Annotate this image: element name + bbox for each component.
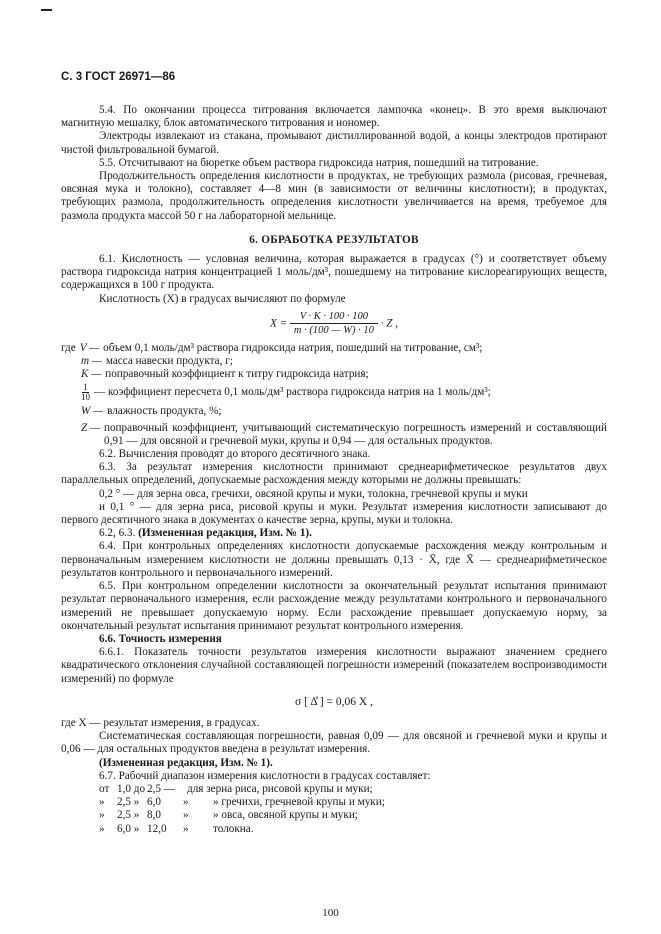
paragraph-5-4-b: Электроды извлекают из стакана, промывают дистиллированной водой, а концы электродов протирают чистой фильтровальной бумагой. [61, 130, 607, 156]
symbol-m: m — [81, 355, 102, 368]
paragraph-6-7: 6.7. Рабочий диапазон измерения кислотности в градусах составляет: [99, 769, 431, 782]
page-number: 100 [322, 907, 339, 919]
range-table [99, 783, 607, 836]
range-cell: 6,0 [147, 796, 161, 809]
amendment-6-6: (Измененная редакция, Изм. № 1). [99, 756, 273, 769]
paragraph-6-2: 6.2. Вычисления проводят до второго десятичного знака. [99, 448, 371, 461]
amendment-6-2-6-3 [61, 527, 607, 540]
paragraph-6-3: 6.3. За результат измерения кислотности принимают среднеарифметическое результатов двух параллельных определений, допускаемые расхождения между которыми не должны превышать: [61, 461, 607, 487]
symbol-v: V — [79, 341, 100, 354]
paragraph-6-6-1-c: Систематическая составляющая погрешности, равная 0,09 — для овсяной и гречневой муки и крупы и 0,06 — для остальных продуктов введена в результат измерения. [61, 730, 607, 756]
range-cell: 12,0 [147, 822, 167, 835]
symbol-z: Z — [81, 421, 100, 434]
range-row [99, 823, 607, 836]
symbol-k: K — [81, 368, 102, 381]
range-row [99, 809, 607, 822]
range-cell: от [99, 782, 110, 795]
amendment-6-2-6-3-note: (Измененная редакция, Изм. № 1). [138, 527, 312, 540]
definition-w-text: влажность продукта, %; [107, 405, 222, 418]
definition-fraction [61, 383, 607, 402]
paragraph-6-6-1-b: где X — результат измерения, в градусах. [61, 716, 260, 729]
definition-fraction-text: — коэффициент пересчета 0,1 моль/дм³ раствора гидроксида натрия на 1 моль/дм³; [94, 386, 491, 399]
definition-m-text: масса навески продукта, г; [105, 355, 233, 368]
symbol-one-tenth [81, 383, 90, 402]
range-cell: 8,0 [147, 809, 161, 822]
subsection-6-6-title: 6.6. Точность измерения [99, 632, 222, 645]
range-cell: 2,5 » [117, 809, 140, 822]
top-mark [41, 9, 52, 11]
definition-w [61, 405, 607, 418]
paragraph-6-3-a: 0,2 ° — для зерна овса, гречихи, овсяной крупы и муки, толокна, гречневой крупы и муки [99, 487, 528, 500]
range-cell: » гречихи, гречневой крупы и муки; [213, 796, 385, 809]
range-cell: 2,5 — [147, 782, 175, 795]
range-cell: » овса, овсяной крупы и муки; [213, 809, 358, 822]
definition-v [61, 342, 607, 355]
formula-denominator: m · (100 — W) · 10 [293, 325, 374, 337]
formula-fraction [290, 310, 378, 337]
range-cell: » [99, 822, 105, 835]
range-cell: » [183, 822, 189, 835]
range-cell: 2,5 » [117, 796, 140, 809]
paragraph-6-1-b: Кислотность (X) в градусах вычисляют по формуле [99, 292, 346, 305]
definition-z-text: поправочный коэффициент, учитывающий систематическую погрешность измерений и составляющий 0,91 — для овсяной и гречневой муки, крупы и 0,94 — для остальных продуктов. [103, 421, 607, 447]
section-title: 6. ОБРАБОТКА РЕЗУЛЬТАТОВ [249, 233, 419, 246]
paragraph-5-5-b: Продолжительность определения кислотности в продуктах, не требующих размола (рисовая, гречневая, овсяная мука и толокно), составляет 4—8 мин (в зависимости от величины кислотности); в продуктах, требующих размола, продолжительность определения кислотности увеличивается на время, требуемое для размола продукта массой 50 г на лабораторной мельнице. [61, 170, 607, 222]
symbol-w: W — [81, 405, 104, 418]
page-header: С. 3 ГОСТ 26971—86 [61, 71, 176, 83]
formula-lhs: X = [269, 317, 288, 330]
range-cell: » [99, 809, 105, 822]
range-cell: для зерна риса, рисовой крупы и муки; [187, 782, 373, 795]
range-cell: 6,0 » [117, 822, 140, 835]
paragraph-6-1: 6.1. Кислотность — условная величина, которая выражается в градусах (°) и соответствует объему раствора гидроксида натрия концентрацией 1 моль/дм³, пошедшему на титрование кислореагирующих веществ, содержащихся в 100 г продукта. [61, 253, 607, 292]
definition-v-text: объем 0,1 моль/дм³ раствора гидроксида натрия, пошедший на титрование, см³; [103, 341, 483, 354]
acidity-formula [61, 310, 607, 336]
paragraph-6-4: 6.4. При контрольных определениях кислотности допускаемые расхождения между контрольным и первоначальным измерением кислотности не должны превышать 0,13 · X̄, где X̄ — среднеарифметическое результатов контрольного и первоначального измерений. [61, 540, 607, 579]
amendment-6-2-6-3-num: 6.2, 6.3. [99, 527, 136, 540]
range-cell: » [183, 809, 189, 822]
range-cell: » [99, 796, 105, 809]
one-tenth-denominator: 10 [81, 392, 90, 403]
formula-rhs: · Z , [380, 317, 399, 330]
definition-z [61, 422, 607, 448]
paragraph-5-4: 5.4. По окончании процесса титрования включается лампочка «конец». В это время выключают магнитную мешалку, блок автоматического титрования и иономер. [61, 104, 607, 130]
paragraph-5-5: 5.5. Отсчитывают на бюретке объем раствора гидроксида натрия, пошедший на титрование. [99, 156, 539, 169]
paragraph-6-6-1: 6.6.1. Показатель точности результатов измерения кислотности выражают значением среднего квадратического отклонения случайной составляющей погрешности измерений (показателем воспроизводимости измерений) по формуле [61, 646, 607, 685]
range-row [99, 796, 607, 809]
formula-numerator: V · K · 100 · 100 [290, 310, 378, 324]
paragraph-6-3-b: и 0,1 ° — для зерна риса, рисовой крупы и муки. Результат измерения кислотности записывают до первого десятичного знака в документах о качестве зерна, крупы, муки и толокна. [61, 500, 607, 527]
definitions-lead: где [61, 341, 76, 354]
range-row [99, 783, 607, 796]
definition-m [61, 355, 607, 368]
precision-formula: σ [ Δ̊ ] = 0,06 X , [295, 695, 373, 708]
range-cell: 1,0 до [117, 782, 146, 795]
paragraph-6-5: 6.5. При контрольном определении кислотности за окончательный результат испытания принимают результат первоначального измерения, если расхождение между результатами контрольного и первоначального измерений не превышает допускаемую норму. Если расхождение превышает допускаемую норму, за окончательный результат испытания принимают результат контрольного измерения. [61, 580, 607, 632]
range-cell: » [183, 796, 189, 809]
formula-definitions [61, 342, 607, 448]
definition-k-text: поправочный коэффициент к титру гидроксида натрия; [105, 368, 369, 381]
range-cell: толокна. [213, 822, 254, 835]
definition-k [61, 368, 607, 381]
document-body [61, 104, 607, 836]
one-tenth-numerator: 1 [83, 382, 88, 393]
